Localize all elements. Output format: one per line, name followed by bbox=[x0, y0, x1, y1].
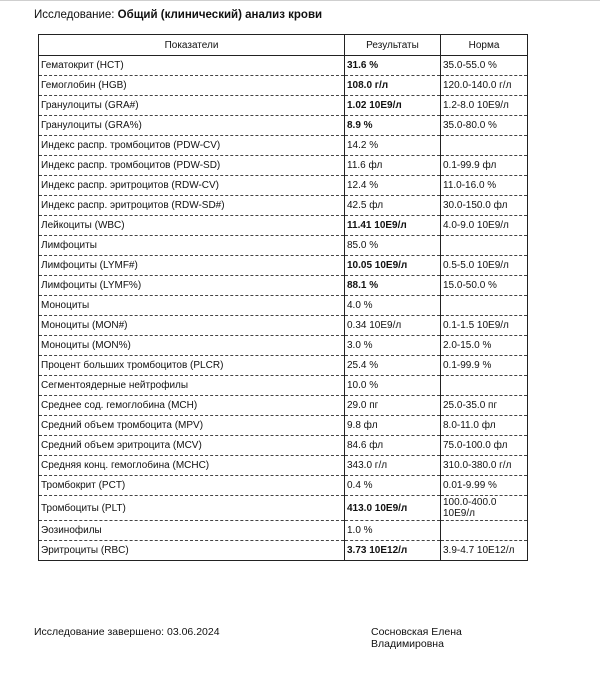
table-row bbox=[39, 496, 528, 521]
reference-norm bbox=[441, 521, 528, 541]
table-row bbox=[39, 521, 528, 541]
column-header-value: Результаты bbox=[345, 35, 441, 56]
reference-norm: 1.2-8.0 10E9/л bbox=[441, 96, 528, 116]
reference-norm: 75.0-100.0 фл bbox=[441, 436, 528, 456]
table-row bbox=[39, 136, 528, 156]
result-value: 25.4 % bbox=[345, 356, 441, 376]
result-value: 42.5 фл bbox=[345, 196, 441, 216]
result-value: 31.6 % bbox=[345, 56, 441, 76]
reference-norm: 3.9-4.7 10E12/л bbox=[441, 541, 528, 561]
reference-norm: 35.0-55.0 % bbox=[441, 56, 528, 76]
result-value: 12.4 % bbox=[345, 176, 441, 196]
indicator-name: Тромбоциты (PLT) bbox=[39, 496, 345, 521]
result-value: 108.0 г/л bbox=[345, 76, 441, 96]
table-row bbox=[39, 436, 528, 456]
doctor-name: Сосновская Елена Владимировна bbox=[371, 626, 462, 650]
table-row bbox=[39, 76, 528, 96]
indicator-name: Моноциты (MON%) bbox=[39, 336, 345, 356]
indicator-name: Гранулоциты (GRA#) bbox=[39, 96, 345, 116]
result-value: 14.2 % bbox=[345, 136, 441, 156]
table-row bbox=[39, 541, 528, 561]
table-row bbox=[39, 476, 528, 496]
table-row bbox=[39, 316, 528, 336]
table-row bbox=[39, 416, 528, 436]
reference-norm: 0.01-9.99 % bbox=[441, 476, 528, 496]
result-value: 10.05 10E9/л bbox=[345, 256, 441, 276]
table-row bbox=[39, 396, 528, 416]
result-value: 9.8 фл bbox=[345, 416, 441, 436]
column-header-norm: Норма bbox=[441, 35, 528, 56]
table-body bbox=[39, 56, 528, 561]
result-value: 84.6 фл bbox=[345, 436, 441, 456]
reference-norm: 0.1-1.5 10E9/л bbox=[441, 316, 528, 336]
page-title bbox=[34, 9, 322, 21]
reference-norm: 8.0-11.0 фл bbox=[441, 416, 528, 436]
reference-norm: 30.0-150.0 фл bbox=[441, 196, 528, 216]
indicator-name: Моноциты bbox=[39, 296, 345, 316]
table-row bbox=[39, 376, 528, 396]
table-row bbox=[39, 296, 528, 316]
indicator-name: Лейкоциты (WBC) bbox=[39, 216, 345, 236]
indicator-name: Эритроциты (RBC) bbox=[39, 541, 345, 561]
reference-norm: 15.0-50.0 % bbox=[441, 276, 528, 296]
reference-norm: 120.0-140.0 г/л bbox=[441, 76, 528, 96]
result-value: 0.34 10E9/л bbox=[345, 316, 441, 336]
top-divider bbox=[0, 0, 600, 1]
indicator-name: Процент больших тромбоцитов (PLCR) bbox=[39, 356, 345, 376]
result-value: 85.0 % bbox=[345, 236, 441, 256]
reference-norm: 0.1-99.9 фл bbox=[441, 156, 528, 176]
reference-norm bbox=[441, 376, 528, 396]
table-row bbox=[39, 256, 528, 276]
title-value: Общий (клинический) анализ крови bbox=[117, 9, 323, 21]
indicator-name: Гемоглобин (HGB) bbox=[39, 76, 345, 96]
result-value: 11.41 10E9/л bbox=[345, 216, 441, 236]
reference-norm: 0.5-5.0 10E9/л bbox=[441, 256, 528, 276]
indicator-name: Лимфоциты bbox=[39, 236, 345, 256]
indicator-name: Средний объем тромбоцита (MPV) bbox=[39, 416, 345, 436]
reference-norm: 2.0-15.0 % bbox=[441, 336, 528, 356]
result-value: 0.4 % bbox=[345, 476, 441, 496]
indicator-name: Эозинофилы bbox=[39, 521, 345, 541]
reference-norm: 310.0-380.0 г/л bbox=[441, 456, 528, 476]
result-value: 343.0 г/л bbox=[345, 456, 441, 476]
table-header-row bbox=[39, 35, 528, 56]
result-value: 4.0 % bbox=[345, 296, 441, 316]
table-row bbox=[39, 96, 528, 116]
table-row bbox=[39, 456, 528, 476]
table-row bbox=[39, 216, 528, 236]
reference-norm bbox=[441, 136, 528, 156]
result-value: 88.1 % bbox=[345, 276, 441, 296]
table-row bbox=[39, 236, 528, 256]
reference-norm: 0.1-99.9 % bbox=[441, 356, 528, 376]
reference-norm: 4.0-9.0 10E9/л bbox=[441, 216, 528, 236]
indicator-name: Индекс распр. эритроцитов (RDW-CV) bbox=[39, 176, 345, 196]
completion-date: Исследование завершено: 03.06.2024 bbox=[34, 626, 220, 638]
table-row bbox=[39, 116, 528, 136]
results-table bbox=[38, 34, 528, 561]
table-row bbox=[39, 336, 528, 356]
indicator-name: Индекс распр. эритроцитов (RDW-SD#) bbox=[39, 196, 345, 216]
reference-norm: 25.0-35.0 пг bbox=[441, 396, 528, 416]
indicator-name: Среднее сод. гемоглобина (MCH) bbox=[39, 396, 345, 416]
result-value: 29.0 пг bbox=[345, 396, 441, 416]
result-value: 3.0 % bbox=[345, 336, 441, 356]
table-row bbox=[39, 176, 528, 196]
result-value: 3.73 10E12/л bbox=[345, 541, 441, 561]
column-header-name: Показатели bbox=[39, 35, 345, 56]
table-row bbox=[39, 56, 528, 76]
indicator-name: Средняя конц. гемоглобина (MCHC) bbox=[39, 456, 345, 476]
indicator-name: Гематокрит (HCT) bbox=[39, 56, 345, 76]
table-row bbox=[39, 156, 528, 176]
indicator-name: Средний объем эритроцита (MCV) bbox=[39, 436, 345, 456]
table-row bbox=[39, 356, 528, 376]
reference-norm: 11.0-16.0 % bbox=[441, 176, 528, 196]
indicator-name: Моноциты (MON#) bbox=[39, 316, 345, 336]
result-value: 1.02 10E9/л bbox=[345, 96, 441, 116]
result-value: 11.6 фл bbox=[345, 156, 441, 176]
result-value: 10.0 % bbox=[345, 376, 441, 396]
indicator-name: Гранулоциты (GRA%) bbox=[39, 116, 345, 136]
table-row bbox=[39, 196, 528, 216]
result-value: 1.0 % bbox=[345, 521, 441, 541]
indicator-name: Лимфоциты (LYMF%) bbox=[39, 276, 345, 296]
indicator-name: Индекс распр. тромбоцитов (PDW-SD) bbox=[39, 156, 345, 176]
reference-norm bbox=[441, 236, 528, 256]
reference-norm bbox=[441, 296, 528, 316]
indicator-name: Лимфоциты (LYMF#) bbox=[39, 256, 345, 276]
indicator-name: Индекс распр. тромбоцитов (PDW-CV) bbox=[39, 136, 345, 156]
indicator-name: Тромбокрит (PCT) bbox=[39, 476, 345, 496]
result-value: 8.9 % bbox=[345, 116, 441, 136]
reference-norm: 35.0-80.0 % bbox=[441, 116, 528, 136]
indicator-name: Сегментоядерные нейтрофилы bbox=[39, 376, 345, 396]
table-row bbox=[39, 276, 528, 296]
result-value: 413.0 10E9/л bbox=[345, 496, 441, 521]
title-label: Исследование: bbox=[34, 9, 115, 21]
reference-norm: 100.0-400.0 10E9/л bbox=[441, 496, 528, 521]
